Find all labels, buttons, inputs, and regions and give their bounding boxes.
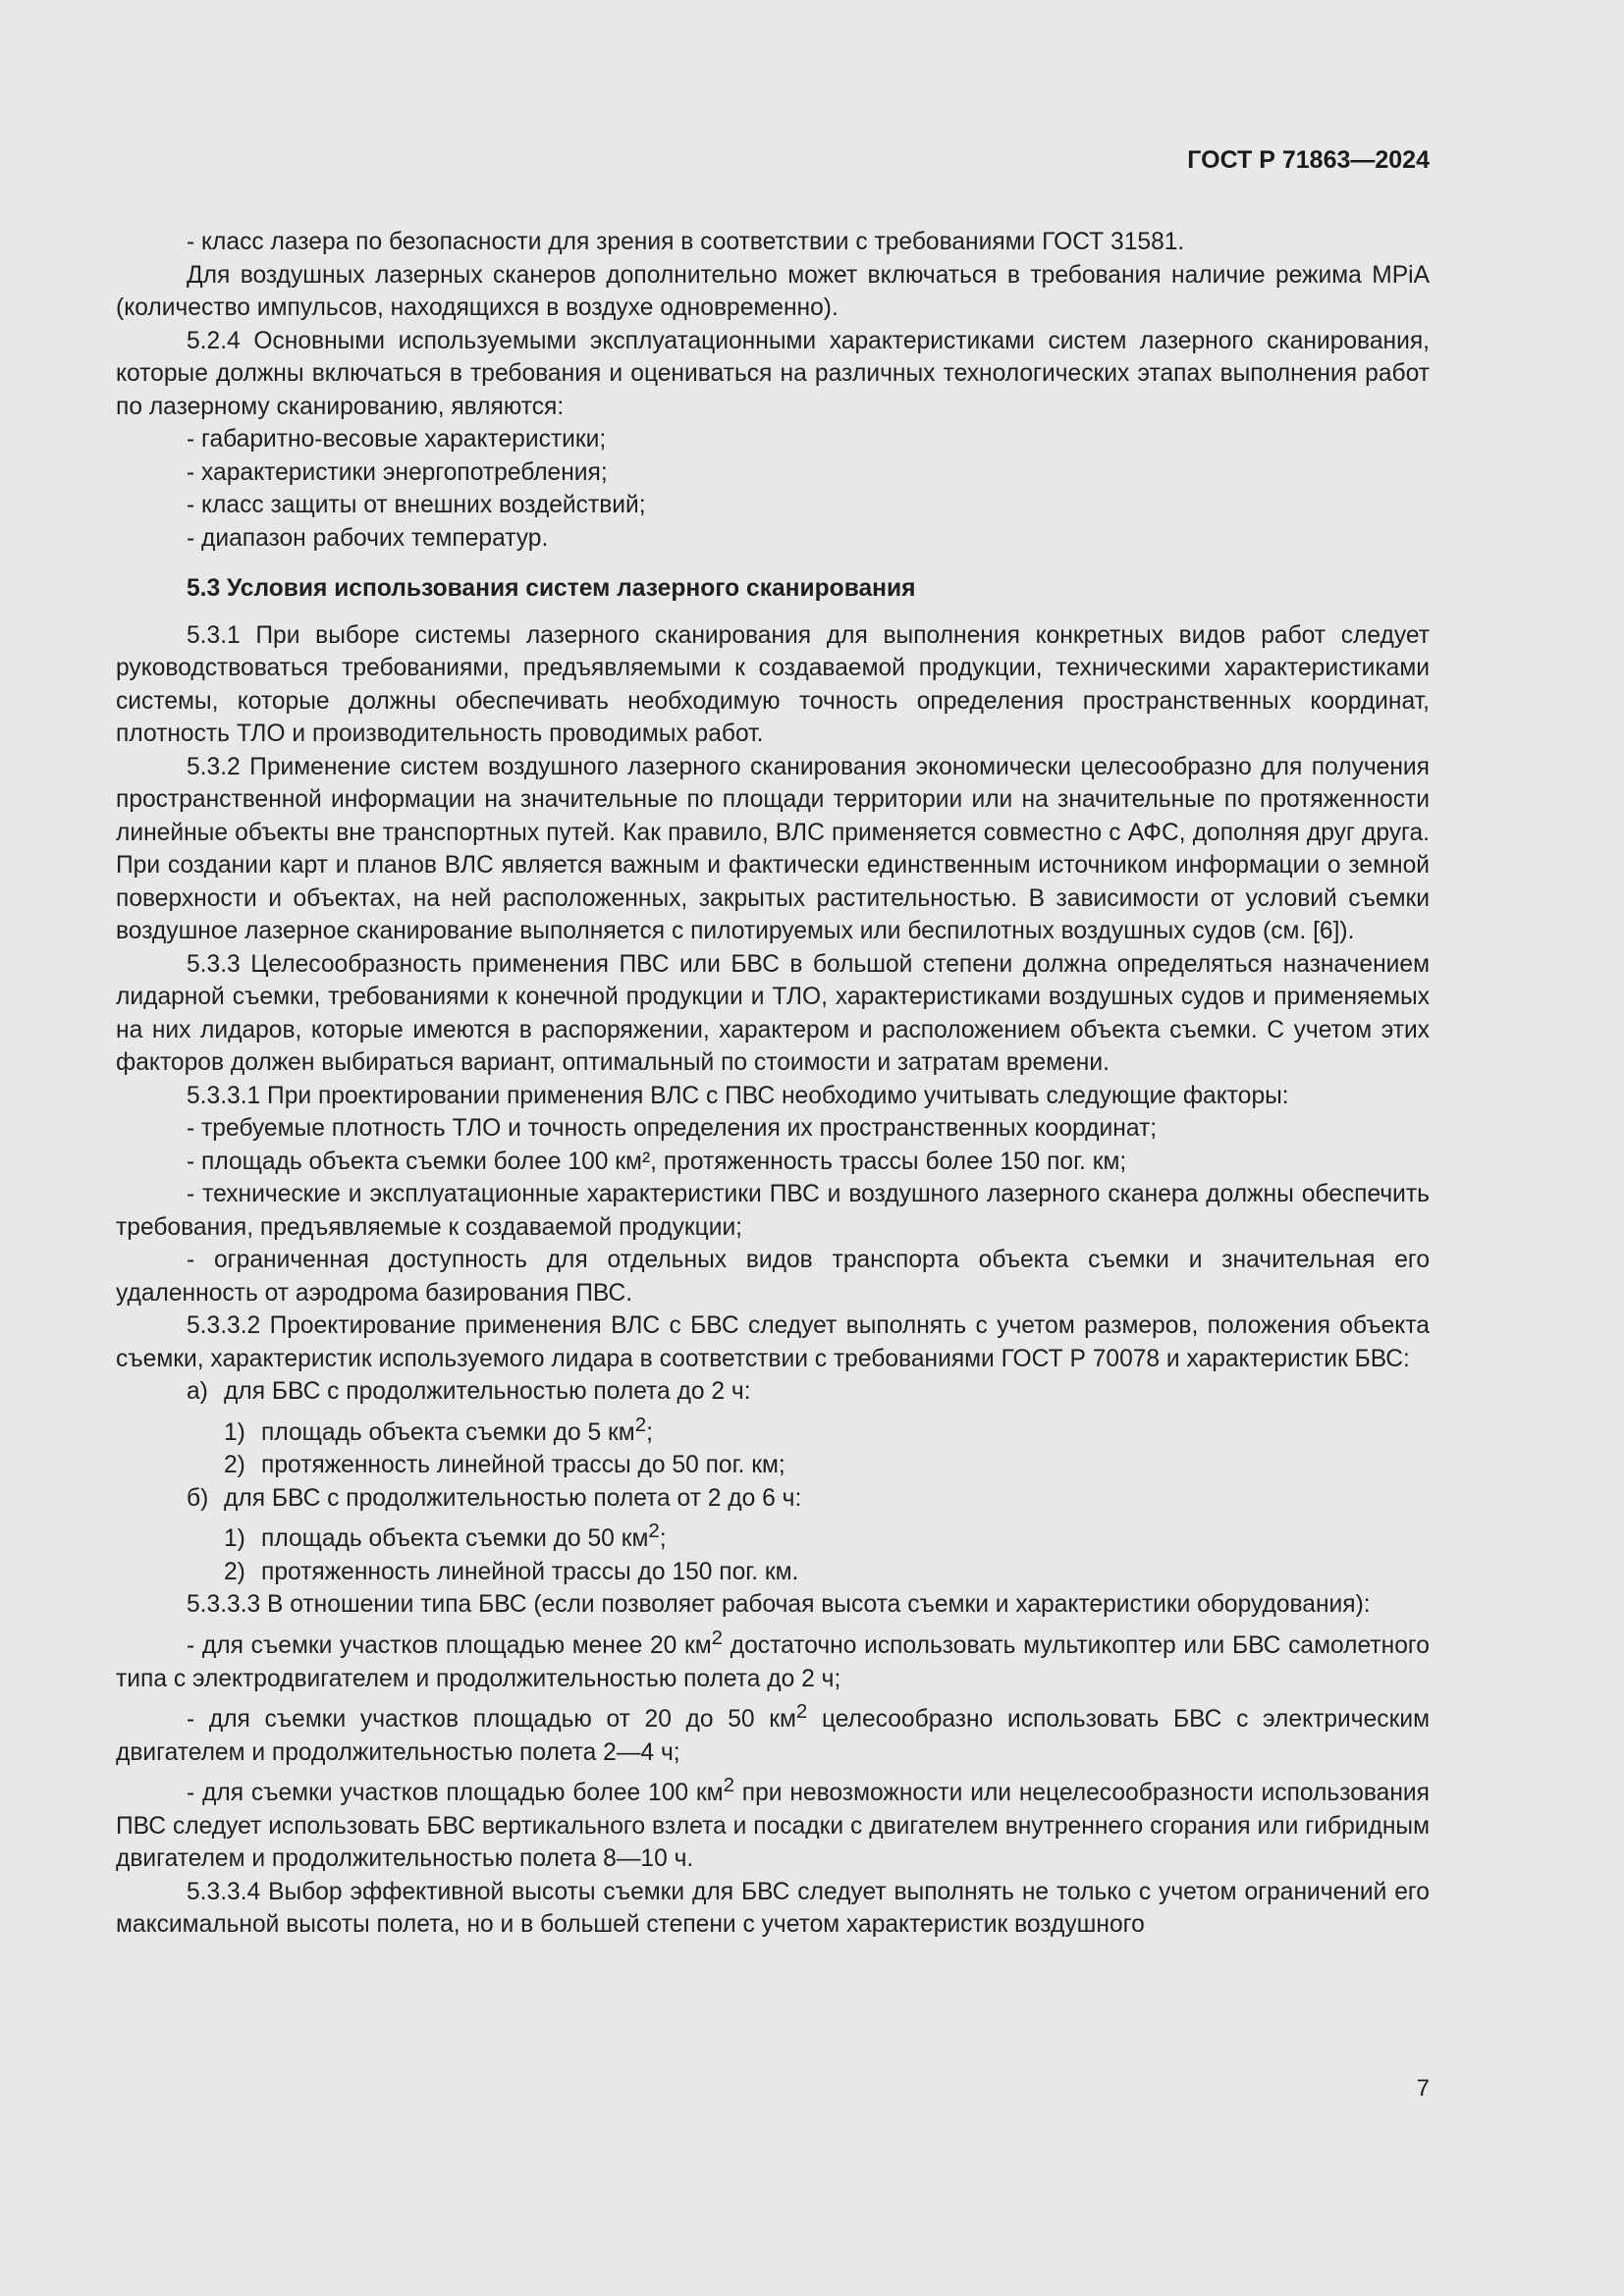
list-item-text: целесообразно использовать БВС с электрическим двигателем и продолжительностью полета 2—4 ч; bbox=[116, 1706, 1430, 1766]
page-number: 7 bbox=[1416, 2075, 1430, 2102]
document-body bbox=[116, 226, 1430, 1942]
paragraph-5-3-1: 5.3.1 При выборе системы лазерного сканирования для выполнения конкретных видов работ следует руководствоваться требованиями, предъявляемыми к создаваемой продукции, техническими характеристиками системы, которые должны обеспечивать необходимую точность определения пространственных координат, плотность ТЛО и производительность проводимых работ. bbox=[116, 621, 1430, 747]
list-item-text: площадь объекта съемки до 50 км bbox=[261, 1525, 649, 1553]
list-item-text: для БВС с продолжительностью полета от 2 до 6 ч: bbox=[224, 1484, 802, 1512]
paragraph-5-3-3-1: 5.3.3.1 При проектировании применения ВЛС с ПВС необходимо учитывать следующие факторы: bbox=[187, 1082, 1289, 1109]
list-item-text: - для съемки участков площадью от 20 до 50 км bbox=[187, 1706, 796, 1734]
paragraph-5-3-3-4: 5.3.3.4 Выбор эффективной высоты съемки для БВС следует выполнять не только с учетом ограничений его максимальной высоты полета, но и в большей степени с учетом характеристик воздушного bbox=[116, 1878, 1430, 1939]
list-item-b bbox=[116, 1482, 1430, 1516]
list-item-text: - для съемки участков площадью менее 20 км bbox=[187, 1632, 712, 1660]
superscript: 2 bbox=[634, 1413, 647, 1436]
superscript: 2 bbox=[723, 1774, 734, 1797]
list-item: - технические и эксплуатационные характеристики ПВС и воздушного лазерного сканера должны обеспечить требования, предъявляемые к создаваемой продукции; bbox=[116, 1181, 1430, 1241]
document-header: ГОСТ Р 71863—2024 bbox=[1187, 146, 1430, 174]
list-item: - габаритно-весовые характеристики; bbox=[187, 426, 607, 453]
list-item-text: протяженность линейной трассы до 50 пог. км; bbox=[261, 1452, 785, 1479]
list-item-b-2 bbox=[116, 1556, 1430, 1589]
list-item: - ограниченная доступность для отдельных видов транспорта объекта съемки и значительная его удаленность от аэродрома базирования ПВС. bbox=[116, 1247, 1430, 1307]
list-marker: 2) bbox=[224, 1558, 245, 1585]
list-marker: 1) bbox=[224, 1418, 245, 1446]
list-item-text: - для съемки участков площадью более 100 км bbox=[187, 1780, 724, 1807]
paragraph: Для воздушных лазерных сканеров дополнительно может включаться в требования наличие режима MPiA (количество импульсов, находящихся в воздухе одновременно). bbox=[116, 261, 1430, 321]
list-item: - площадь объекта съемки более 100 км², протяженность трассы более 150 пог. км; bbox=[187, 1148, 1127, 1175]
superscript: 2 bbox=[648, 1520, 660, 1543]
list-item: - диапазон рабочих температур. bbox=[187, 524, 549, 552]
list-item-text: при невозможности или нецелесообразности использования ПВС следует использовать БВС вертикального взлета и посадки с двигателем внутреннего сгорания или гибридным двигателем и продолжительностью полета 8—10 ч. bbox=[116, 1780, 1430, 1873]
list-item-text: для БВС с продолжительностью полета до 2 ч: bbox=[224, 1378, 751, 1405]
list-item bbox=[116, 1769, 1430, 1876]
paragraph-5-3-3: 5.3.3 Целесообразность применения ПВС или БВС в большой степени должна определяться назначением лидарной съемки, требованиями к конечной продукции и ТЛО, характеристиками воздушных судов и применяемых на них лидаров, которые имеются в распоряжении, характером и расположением объекта съемки. С учетом этих факторов должен выбираться вариант, оптимальный по стоимости и затратам времени. bbox=[116, 950, 1430, 1076]
superscript: 2 bbox=[711, 1626, 724, 1649]
list-item-text: площадь объекта съемки до 5 км bbox=[261, 1418, 635, 1446]
paragraph-5-3-2: 5.3.2 Применение систем воздушного лазерного сканирования экономически целесообразно для получения пространственной информации на значительные по площади территории или на значительные по протяженности линейные объекты вне транспортных путей. Как правило, ВЛС применяется совместно с АФС, дополняя друг друга. При создании карт и планов ВЛС является важным и фактически единственным источником информации о земной поверхности и объектах, на ней расположенных, закрытых растительностью. В зависимости от условий съемки воздушное лазерное сканирование выполняется с пилотируемых или беспилотных воздушных судов (см. [6]). bbox=[116, 753, 1430, 944]
list-item: - характеристики энергопотребления; bbox=[187, 458, 608, 486]
paragraph-5-3-3-3: 5.3.3.3 В отношении типа БВС (если позволяет рабочая высота съемки и характеристики оборудования): bbox=[187, 1591, 1371, 1619]
paragraph-5-3-3-2: 5.3.3.2 Проектирование применения ВЛС с БВС следует выполнять с учетом размеров, положения объекта съемки, характеристик используемого лидара в соответствии с требованиями ГОСТ Р 70078 и характеристик БВС: bbox=[116, 1312, 1430, 1372]
list-marker: а) bbox=[187, 1378, 208, 1405]
list-item: - класс защиты от внешних воздействий; bbox=[187, 492, 646, 518]
paragraph-5-2-4: 5.2.4 Основными используемыми эксплуатационными характеристиками систем лазерного сканирования, которые должны включаться в требования и оцениваться на различных технологических этапах выполнения работ по лазерному сканированию, являются: bbox=[116, 327, 1430, 420]
list-item-text: протяженность линейной трассы до 150 пог. км. bbox=[261, 1558, 799, 1585]
list-item-a-1 bbox=[116, 1409, 1430, 1450]
list-item-a bbox=[116, 1375, 1430, 1409]
list-item: - требуемые плотность ТЛО и точность определения их пространственных координат; bbox=[187, 1115, 1158, 1142]
punctuation: ; bbox=[646, 1418, 653, 1446]
list-item bbox=[116, 1622, 1430, 1695]
list-marker: 1) bbox=[224, 1525, 245, 1553]
list-item bbox=[116, 1695, 1430, 1769]
punctuation: ; bbox=[659, 1525, 667, 1553]
list-item-a-2 bbox=[116, 1449, 1430, 1482]
list-marker: б) bbox=[187, 1484, 209, 1512]
list-item: - класс лазера по безопасности для зрения в соответствии с требованиями ГОСТ 31581. bbox=[187, 229, 1185, 255]
section-heading-5-3: 5.3 Условия использования систем лазерного сканирования bbox=[187, 575, 916, 602]
list-marker: 2) bbox=[224, 1452, 245, 1479]
superscript: 2 bbox=[795, 1700, 808, 1724]
list-item-text: достаточно использовать мультикоптер или БВС самолетного типа с электродвигателем и продолжительностью полета до 2 ч; bbox=[116, 1632, 1430, 1692]
list-item-b-1 bbox=[116, 1515, 1430, 1556]
